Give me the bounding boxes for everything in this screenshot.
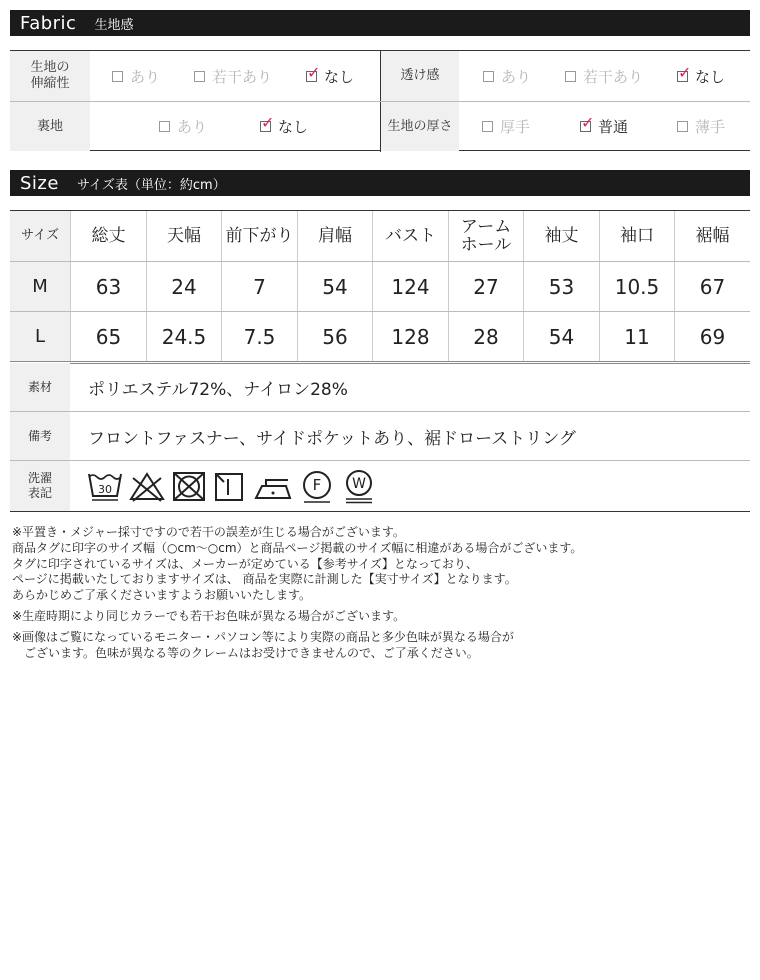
table-cell: 10.5 (599, 262, 674, 311)
material-value: ポリエステル72%、ナイロン28% (88, 379, 348, 400)
footnotes (12, 525, 582, 661)
iron-low-icon (252, 468, 294, 504)
svg-text:W: W (352, 476, 366, 492)
table-cell: 63 (70, 262, 146, 311)
checked-checkbox-icon (580, 121, 591, 132)
fabric-label-lining: 裏地 (10, 102, 90, 151)
stretch-option-yes: あり (112, 51, 160, 101)
thickness-option-normal: ✓ 普通 (580, 102, 628, 151)
footnote-line: ※生産時期により同じカラーでも若干お色味が異なる場合がございます。 (12, 608, 406, 623)
fabric-subtitle: 生地感 (94, 17, 134, 33)
svg-text:30: 30 (98, 483, 112, 496)
material-row (10, 363, 750, 411)
header-cell: アーム ホール (448, 211, 523, 261)
footnote-line: ございます。色味が異なる等のクレームはお受けできませんので、ご了承ください。 (12, 645, 479, 660)
fabric-label-stretch: 生地の 伸縮性 (10, 51, 90, 101)
footnote-line: ページに掲載いたしておりますサイズは、 商品を実際に計測した【実寸サイズ】となります。 (12, 572, 517, 587)
lining-option-none: ✓ なし (260, 102, 308, 151)
fabric-table (10, 50, 750, 151)
checked-checkbox-icon (260, 121, 271, 132)
header-cell: バスト (372, 211, 448, 261)
checkbox-icon (112, 71, 123, 82)
table-cell: 11 (599, 312, 674, 361)
header-cell: 袖口 (599, 211, 674, 261)
fabric-row (10, 51, 750, 101)
size-table-header-row (10, 211, 750, 261)
wet-clean-w-icon (340, 468, 378, 504)
table-cell: 7.5 (221, 312, 297, 361)
sheer-option-yes: あり (483, 51, 531, 101)
table-bottom-border (10, 511, 750, 512)
size-title: Size (20, 172, 59, 194)
footnote-line: ※平置き・メジャー採寸ですので若干の誤差が生じる場合がございます。 (12, 525, 405, 539)
care-row (10, 461, 750, 511)
dry-clean-f-icon (298, 468, 336, 504)
checked-checkbox-icon (677, 71, 688, 82)
footnote-line: あらかじめご了承くださいますようお願いいたします。 (12, 588, 312, 603)
sheer-option-none: ✓ なし (677, 51, 725, 101)
thickness-option-thick: 厚手 (482, 102, 530, 151)
fabric-section-header (10, 10, 750, 36)
table-cell: 56 (297, 312, 372, 361)
header-cell: 裾幅 (674, 211, 750, 261)
table-cell: 128 (372, 312, 448, 361)
fabric-label-sheer: 透け感 (381, 51, 459, 101)
no-tumble-dry-icon (170, 468, 208, 504)
wash-30-icon (86, 468, 124, 504)
size-section-header (10, 170, 750, 196)
remarks-value: フロントファスナー、サイドポケットあり、裾ドローストリング (88, 428, 576, 449)
table-cell: 53 (523, 262, 599, 311)
checkbox-icon (483, 71, 494, 82)
table-cell: 24.5 (146, 312, 221, 361)
fabric-row (10, 101, 750, 151)
lining-option-yes: あり (159, 102, 207, 151)
size-label-cell: L (10, 312, 70, 361)
sheer-option-slight: 若干あり (565, 51, 643, 101)
size-row-l (10, 312, 750, 361)
svg-text:F: F (312, 476, 322, 494)
size-label-cell: M (10, 262, 70, 311)
table-cell: 24 (146, 262, 221, 311)
header-cell: 袖丈 (523, 211, 599, 261)
table-cell: 65 (70, 312, 146, 361)
care-icons (70, 468, 378, 504)
thickness-option-thin: 薄手 (677, 102, 725, 151)
footnote-line: 商品タグに印字のサイズ幅（○cm〜○cm）と商品ページ掲載のサイズ幅に相違がある場合がございます。 (12, 540, 583, 555)
table-cell: 7 (221, 262, 297, 311)
table-cell: 27 (448, 262, 523, 311)
fabric-title: Fabric (20, 12, 77, 34)
checkbox-icon (482, 121, 493, 132)
checked-checkbox-icon (306, 71, 317, 82)
checkbox-icon (677, 121, 688, 132)
header-cell: 天幅 (146, 211, 221, 261)
stretch-option-slight: 若干あり (194, 51, 272, 101)
table-cell: 54 (297, 262, 372, 311)
fabric-label-thickness: 生地の厚さ (381, 102, 459, 151)
table-cell: 67 (674, 262, 750, 311)
row-divider (10, 361, 750, 362)
material-label: 素材 (10, 363, 70, 411)
no-bleach-icon (128, 468, 166, 504)
header-cell: 肩幅 (297, 211, 372, 261)
size-table (10, 210, 750, 349)
footnote-line: タグに印字されているサイズは、メーカーが定めている【参考サイズ】となっており、 (12, 556, 478, 571)
table-cell: 69 (674, 312, 750, 361)
checkbox-icon (565, 71, 576, 82)
header-cell: 総丈 (70, 211, 146, 261)
footnote-line: ※画像はご覧になっているモニター・パソコン等により実際の商品と多少色味が異なる場合が (12, 629, 514, 644)
table-cell: 124 (372, 262, 448, 311)
size-row-m (10, 262, 750, 311)
line-dry-shade-icon (212, 468, 248, 504)
header-cell: サイズ (10, 211, 70, 261)
remarks-row (10, 412, 750, 460)
remarks-label: 備考 (10, 412, 70, 460)
checkbox-icon (194, 71, 205, 82)
table-cell: 54 (523, 312, 599, 361)
checkbox-icon (159, 121, 170, 132)
stretch-option-none: ✓ なし (306, 51, 354, 101)
size-subtitle: サイズ表（単位：約cm） (76, 177, 226, 193)
table-cell: 28 (448, 312, 523, 361)
care-label: 洗濯 表記 (10, 461, 70, 511)
header-cell: 前下がり (221, 211, 297, 261)
